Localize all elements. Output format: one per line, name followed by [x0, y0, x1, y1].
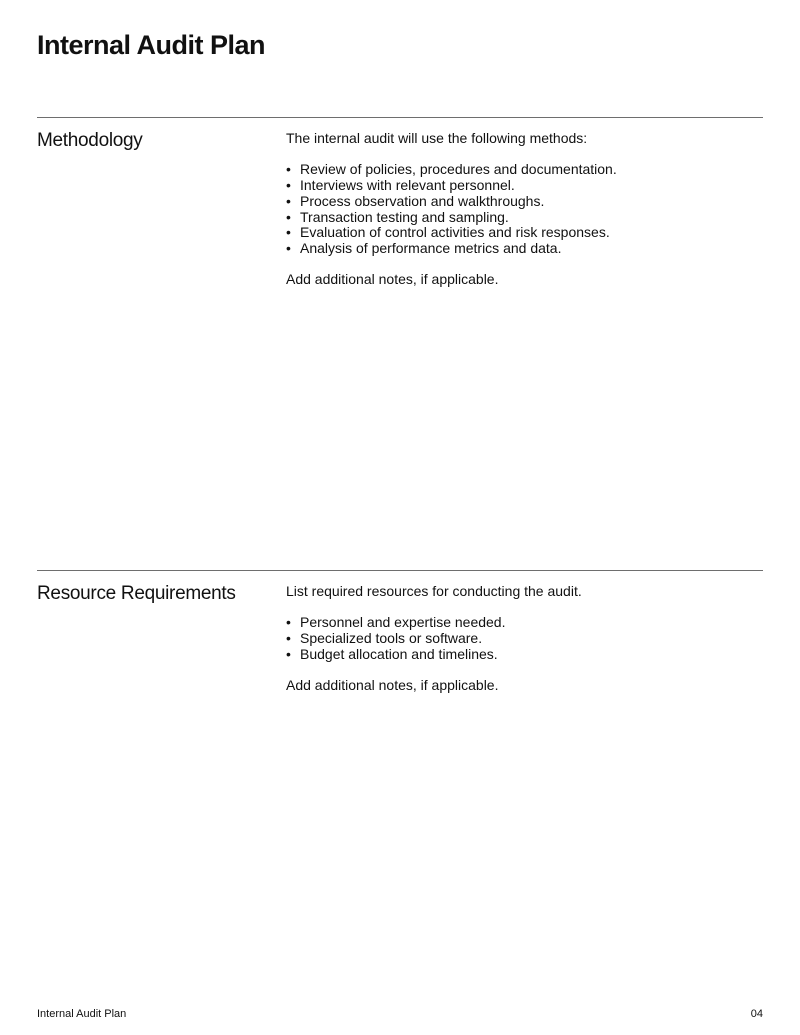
- section-heading: Methodology: [37, 130, 143, 151]
- list-item: • Budget allocation and timelines.: [300, 647, 756, 663]
- list-item: • Transaction testing and sampling.: [300, 210, 756, 226]
- section-note: Add additional notes, if applicable.: [286, 271, 499, 288]
- section-heading: Resource Requirements: [37, 583, 236, 604]
- list-item: • Specialized tools or software.: [300, 631, 756, 647]
- section-intro: List required resources for conducting the audit.: [286, 583, 582, 599]
- list-item: • Evaluation of control activities and risk responses.: [300, 225, 756, 241]
- section-resource-requirements: [37, 570, 763, 694]
- list-item: • Interviews with relevant personnel.: [300, 178, 756, 194]
- list-item: • Analysis of performance metrics and data.: [300, 241, 756, 257]
- section-body: [286, 584, 756, 694]
- footer-title: Internal Audit Plan: [37, 1008, 127, 1020]
- method-list: [286, 162, 756, 256]
- list-item: • Personnel and expertise needed.: [300, 615, 756, 631]
- section-note: Add additional notes, if applicable.: [286, 677, 499, 694]
- section-intro: The internal audit will use the following methods:: [286, 130, 588, 146]
- page-title: Internal Audit Plan: [37, 30, 266, 60]
- list-item: • Process observation and walkthroughs.: [300, 194, 756, 210]
- resource-list: [286, 615, 756, 662]
- list-item: • Review of policies, procedures and documentation.: [300, 162, 756, 178]
- page-number: 04: [750, 1008, 763, 1020]
- section-methodology: [37, 117, 763, 288]
- section-body: [286, 131, 756, 288]
